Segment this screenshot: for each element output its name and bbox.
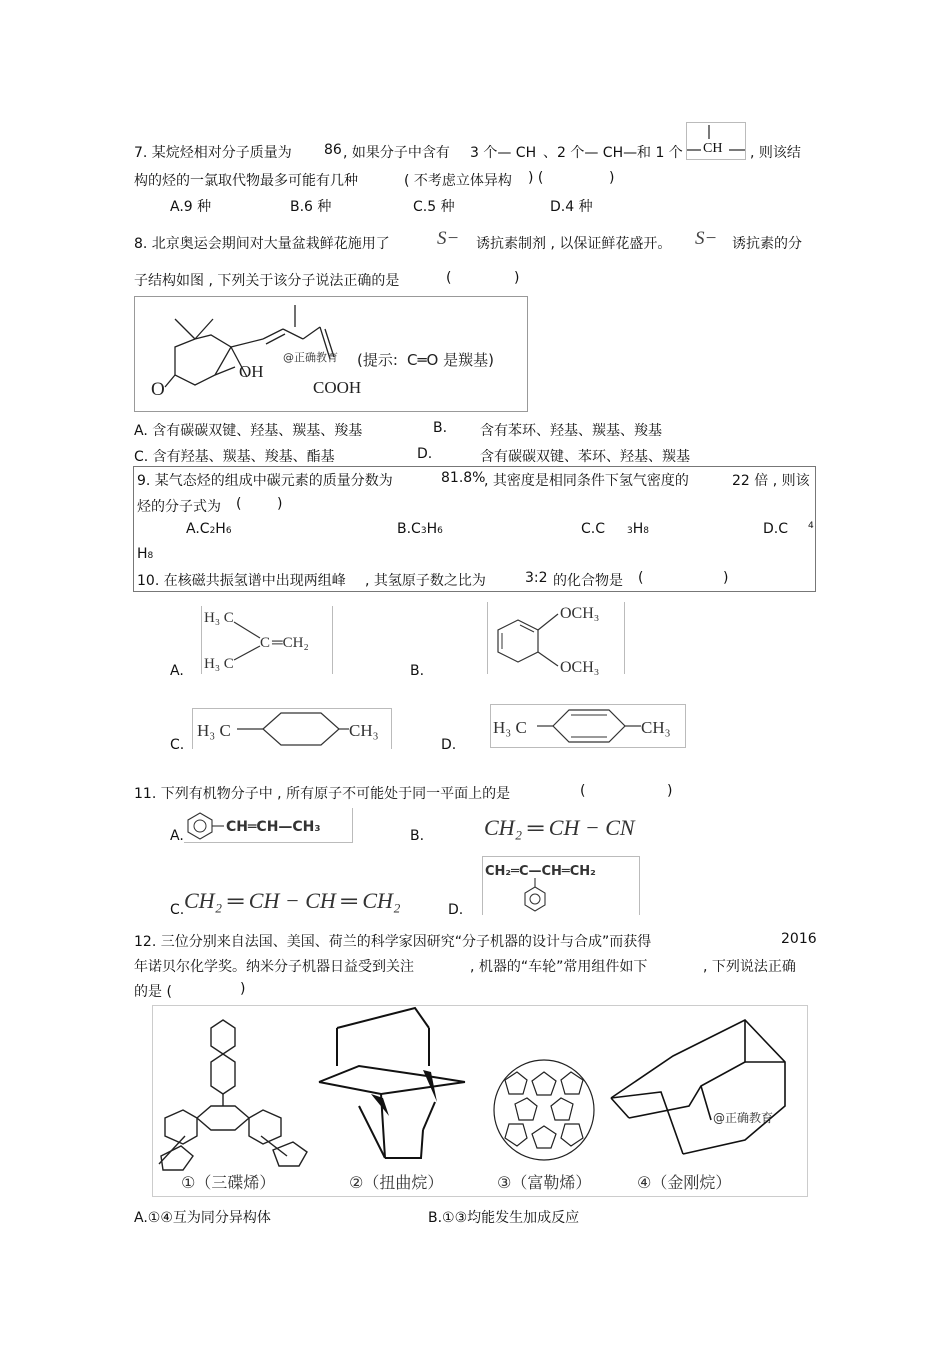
q12-caption-1: ①（三碟烯） [181, 1173, 276, 1192]
q7-line2: 构的烃的一氯取代物最多可能有几种 [134, 173, 358, 189]
q11-option-b-label: B. [410, 828, 425, 844]
adamantane-structure [611, 1020, 785, 1154]
q7-line2b: ( 不考虑立体异构 [404, 173, 512, 189]
q9-option-b: B.C3H6 [397, 521, 443, 537]
q12-caption-4: ④（金刚烷） [637, 1173, 732, 1192]
q8-option-a: A. 含有碳碳双键、羟基、羰基、羧基 [134, 423, 363, 439]
q8-hint-label-2: C═O 是羰基) [407, 351, 494, 369]
q8-line1a: 8. 北京奥运会期间对大量盆栽鲜花施用了 [134, 236, 390, 252]
q7-after-mass: , 如果分子中含有 [343, 145, 450, 161]
q12-option-b: B.①③均能发生加成反应 [428, 1210, 580, 1226]
q11-option-c-formula: CH₂ ═ CH − CH ═ CH₂ [184, 888, 401, 913]
svg-text:CH═CH—CH₃: CH═CH—CH₃ [226, 819, 321, 835]
q8-structure-svg [135, 297, 527, 411]
q8-option-c: C. 含有羟基、羰基、羧基、酯基 [134, 449, 335, 465]
svg-text:CH₂═C—CH═CH₂: CH₂═C—CH═CH₂ [485, 864, 596, 879]
svg-text:CH₃: CH₃ [641, 718, 671, 737]
svg-text:OCH₃: OCH₃ [560, 605, 600, 622]
q12-caption-3: ③（富勒烯） [497, 1173, 592, 1192]
q7-tail: , 则该结 [750, 145, 801, 161]
q7-option-b: B.6 种 [290, 199, 332, 215]
q10-option-a-label: A. [170, 663, 184, 679]
q7-line2d: ) [609, 170, 615, 186]
q12-figure [152, 1005, 808, 1197]
q7-n2: 、2 个— CH— [543, 145, 638, 161]
q12-line2c: , 下列说法正确 [703, 959, 796, 975]
q10-line1d: ( [638, 570, 644, 586]
svg-text:H₃ C: H₃ C [197, 721, 231, 740]
q11-option-a-structure [184, 808, 353, 843]
q9-line2c: ) [277, 496, 283, 512]
q8-s-symbol-2: S− [695, 228, 718, 249]
twistane-wedge-1 [371, 1094, 389, 1116]
q12-figure-svg [153, 1006, 807, 1196]
q8-option-d: 含有碳碳双键、苯环、羟基、羰基 [480, 449, 690, 465]
q7-option-d: D.4 种 [550, 199, 593, 215]
q10-option-a-structure [201, 606, 333, 674]
q11-line1c: ) [667, 783, 673, 799]
q12-option-a: A.①④互为同分异构体 [134, 1210, 271, 1226]
svg-text:═CH₂: ═CH₂ [272, 635, 309, 651]
q12-line3b: ) [240, 981, 246, 997]
q7-n3: 和 1 个 [637, 145, 683, 161]
svg-text:C: C [260, 635, 271, 651]
svg-text:H₃ C: H₃ C [204, 656, 234, 672]
q8-ketone-o: O [151, 379, 165, 400]
q12-line3: 的是 ( [134, 984, 172, 1000]
q9-line1b: , 其密度是相同条件下氢气密度的 [484, 473, 689, 489]
q8-line2c: ) [514, 270, 520, 286]
q10-line1b: , 其氢原子数之比为 [365, 573, 486, 589]
q8-hint-label: (提示: [357, 351, 398, 369]
q8-structure-image [134, 296, 528, 412]
q11-option-d-structure [482, 856, 640, 915]
q12-line1a: 12. 三位分别来自法国、美国、荷兰的科学家因研究“分子机器的设计与合成”而获得 [134, 934, 652, 950]
q9-times: 22 倍 , 则该 [732, 473, 810, 489]
q7-line1: 7. 某烷烃相对分子质量为 [134, 145, 292, 161]
q9-line2a: 烃的分子式为 [137, 499, 221, 515]
q8-line1b: 诱抗素制剂 , 以保证鲜花盛开。 [476, 236, 672, 252]
q8-line1c: 诱抗素的分 [732, 236, 802, 252]
q7-option-a: A.9 种 [170, 199, 212, 215]
q9-option-d-wrap: H8 [137, 546, 154, 562]
q8-line2b: ( [446, 270, 452, 286]
fullerene-structure [494, 1060, 594, 1160]
q9-line2b: ( [236, 496, 242, 512]
q12-line2b: , 机器的“车轮”常用组件如下 [470, 959, 648, 975]
q10-option-c-label: C. [170, 737, 185, 753]
svg-text:CH₃: CH₃ [349, 721, 379, 740]
q9-option-d: D.C $^4$ [763, 521, 814, 537]
q10-ratio: 3:2 [525, 570, 548, 586]
q7-line2c: ) ( [528, 170, 544, 186]
q12-line2a: 年诺贝尔化学奖。纳米分子机器日益受到关注 [134, 959, 414, 975]
q11-option-c-label: C. [170, 902, 185, 918]
q8-oh-label: OH [239, 362, 264, 381]
q11-line1a: 11. 下列有机物分子中 , 所有原子不可能处于同一平面上的是 [134, 786, 511, 802]
q7-n1: 3 个— CH [470, 145, 537, 161]
twistane-structure [319, 1008, 465, 1158]
q7-mass: 86 [324, 142, 342, 158]
q11-option-a-label: A. [170, 828, 184, 844]
q8-option-b-label: B. [433, 420, 448, 436]
q10-line1e: ) [723, 570, 729, 586]
q9-line1a: 9. 某气态烃的组成中碳元素的质量分数为 [137, 473, 393, 489]
svg-text:OCH₃: OCH₃ [560, 659, 600, 676]
q10-option-b-structure [487, 602, 625, 674]
q8-option-d-label: D. [417, 446, 433, 462]
q12-year: 2016 [781, 931, 817, 947]
q10-option-d-label: D. [441, 737, 457, 753]
q9-option-c: C.C 3H8 [581, 521, 650, 537]
q9-option-a: A.C2H6 [186, 521, 232, 537]
q7-ch-structure [686, 122, 746, 160]
q8-watermark: @正确教育 [283, 351, 338, 364]
svg-text:H₃ C: H₃ C [204, 610, 234, 626]
q10-line1c: 的化合物是 [553, 573, 623, 589]
q10-option-d-structure [490, 704, 686, 748]
svg-text:H₃ C: H₃ C [493, 718, 527, 737]
q7-option-c: C.5 种 [413, 199, 455, 215]
q7-ch-label: CH [703, 141, 723, 156]
q10-option-b-label: B. [410, 663, 425, 679]
q10-option-c-structure [192, 708, 392, 749]
q8-s-symbol-1: S− [437, 228, 460, 249]
q8-cooh-label: COOH [313, 378, 362, 397]
q12-watermark: @正确教育 [713, 1111, 774, 1125]
q8-line2a: 子结构如图 , 下列关于该分子说法正确的是 [134, 273, 400, 289]
q11-option-d-label: D. [448, 902, 464, 918]
q12-caption-2: ②（扭曲烷） [349, 1173, 444, 1192]
q11-option-b-formula: CH₂ ═ CH − CN [484, 815, 635, 840]
q11-line1b: ( [580, 783, 586, 799]
triptycene-structure [159, 1020, 307, 1170]
q10-line1a: 10. 在核磁共振氢谱中出现两组峰 [137, 573, 346, 589]
q9-percent: 81.8% [441, 470, 486, 486]
q8-option-b: 含有苯环、羟基、羰基、羧基 [480, 423, 662, 439]
